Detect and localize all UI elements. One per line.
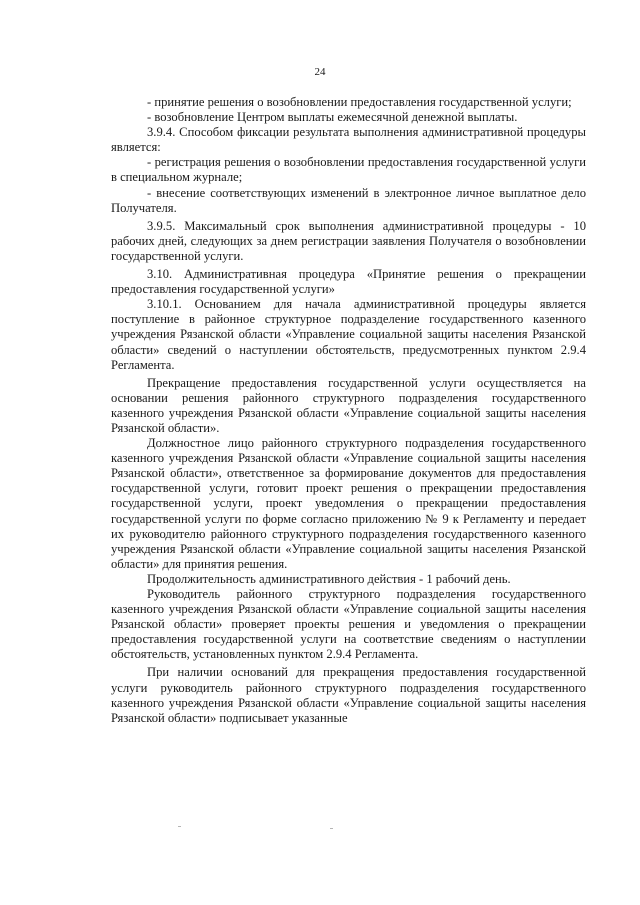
paragraph-3-9-5: 3.9.5. Максимальный срок выполнения административной процедуры - 10 рабочих дней, следующих за днем регистрации заявления Получателя о возобновлении государственной услуги. xyxy=(111,218,586,263)
paragraph-electronic-file: - внесение соответствующих изменений в электронное личное выплатное дело Получателя. xyxy=(111,185,586,215)
paragraph-3-10-1: 3.10.1. Основанием для начала административной процедуры является поступление в районное структурное подразделение государственного казенного учреждения Рязанской области «Управление социальной защиты населения Рязанской области» сведений о наступлении обстоятельств, предусмотренных пунктом 2.9.4 Регламента. xyxy=(111,297,586,372)
paragraph-duration: Продолжительность административного действия - 1 рабочий день. xyxy=(147,571,511,586)
scan-speck xyxy=(178,826,181,827)
body-text xyxy=(111,95,586,726)
scan-speck xyxy=(330,828,333,829)
paragraph-3-10: 3.10. Административная процедура «Принятие решения о прекращении предоставления государственной услуги» xyxy=(111,267,586,297)
paragraph-registration-journal: - регистрация решения о возобновлении предоставления государственной услуги в специальном журнале; xyxy=(111,155,586,185)
paragraph-decision-resume: - принятие решения о возобновлении предоставления государственной услуги; xyxy=(147,95,572,109)
paragraph-resume-payment: - возобновление Центром выплаты ежемесячной денежной выплаты. xyxy=(147,110,518,125)
page-number: 24 xyxy=(314,66,326,78)
paragraph-3-9-4: 3.9.4. Способом фиксации результата выполнения административной процедуры является: xyxy=(111,125,586,155)
paragraph-head-checks: Руководитель районного структурного подразделения государственного казенного учреждения Рязанской области «Управление социальной защиты населения Рязанской области» проверяет проекты решения и уведомления о прекращении предоставления государственной услуги на соответствие сведениям о наступлении обстоятельств, установленных пунктом 2.9.4 Регламента. xyxy=(111,587,586,662)
paragraph-official-prepares: Должностное лицо районного структурного подразделения государственного казенного учреждения Рязанской области «Управление социальной защиты населения Рязанской области», ответственное за формирование документов для предоставления государственной услуги, готовит проект решения о прекращении предоставления государственной услуги, проект уведомления о прекращении предоставления государственной услуги по форме согласно приложению № 9 к Регламенту и передает их руководителю районного структурного подразделения государственного казенного учреждения Рязанской области «Управление социальной защиты населения Рязанской области» для принятия решения. xyxy=(111,436,586,571)
paragraph-termination-basis: Прекращение предоставления государственной услуги осуществляется на основании решения районного структурного подразделения государственного казенного учреждения Рязанской области «Управление социальной защиты населения Рязанской области». xyxy=(111,375,586,435)
paragraph-head-signs: При наличии оснований для прекращения предоставления государственной услуги руководитель районного структурного подразделения государственного казенного учреждения Рязанской области «Управление социальной защиты населения Рязанской области» подписывает указанные xyxy=(111,665,586,725)
